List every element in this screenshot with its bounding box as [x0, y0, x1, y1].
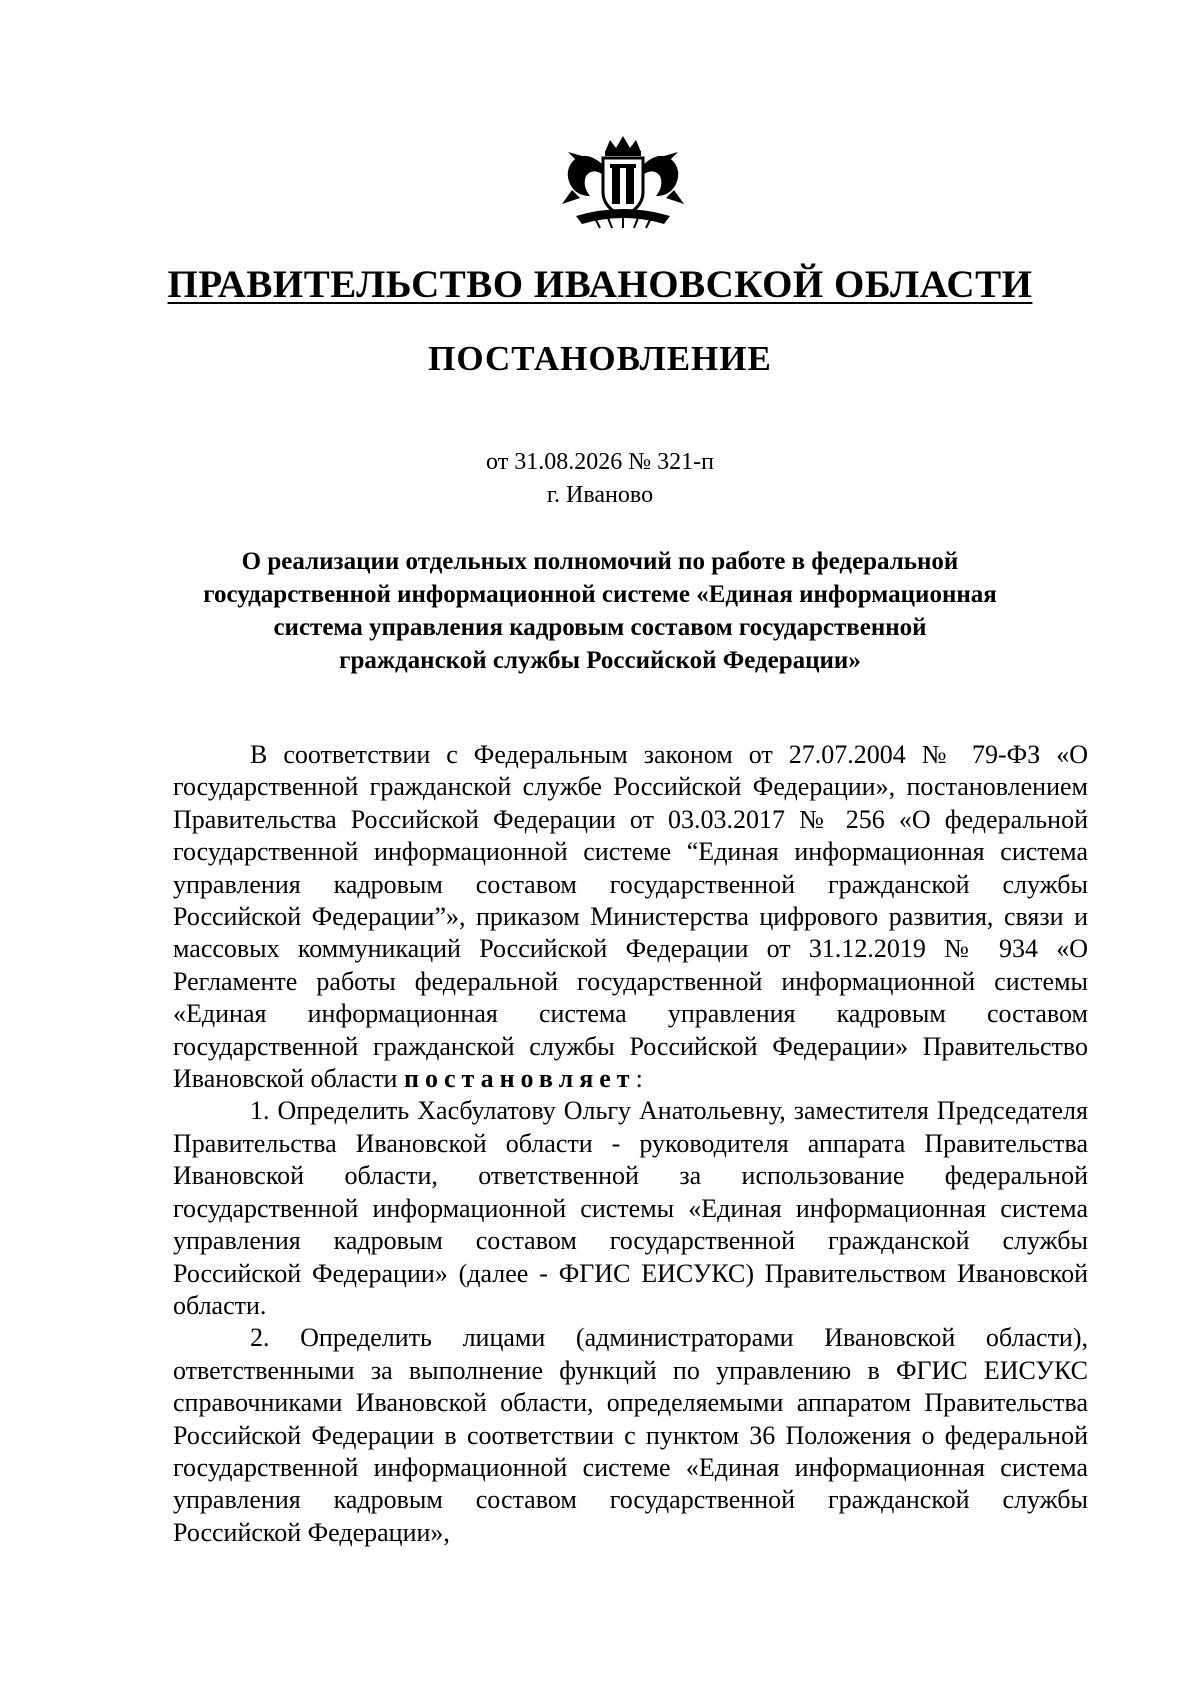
- subject-line: система управления кадровым составом государственной: [273, 614, 927, 641]
- city: г. Иваново: [546, 482, 654, 508]
- decree-colon: :: [635, 1064, 643, 1094]
- item-1-paragraph: 1. Определить Хасбулатову Ольгу Анатольевну, заместителя Председателя Правительства Ивановской области - руководителя аппарата Правительства Ивановской области, ответственной за использование федеральной государственной информационной системы «Единая информационная система управления кадровым составом государственной гражданской службы Российской Федерации» (далее - ФГИС ЕИСУКС) Правительством Ивановской области.: [173, 1096, 1088, 1320]
- organization-title: ПРАВИТЕЛЬСТВО ИВАНОВСКОЙ ОБЛАСТИ: [167, 263, 1033, 306]
- subject-line: государственной информационной системе «Единая информационная: [203, 581, 997, 608]
- subject-line: гражданской службы Российской Федерации»: [339, 647, 861, 674]
- document-body: [173, 739, 1088, 1549]
- document-meta: [0, 446, 1200, 512]
- coat-of-arms-emblem-icon: [556, 130, 690, 230]
- date-number: от 31.08.2026 № 321-п: [486, 449, 714, 475]
- document-subject: [150, 545, 1050, 677]
- item-2-paragraph: 2. Определить лицами (администраторами Ивановской области), ответственными за выполнение функций по управлению в ФГИС ЕИСУКС справочниками Ивановской области, определяемыми аппаратом Правительства Российской Федерации в соответствии с пунктом 36 Положения о федеральной государственной информационной системе «Единая информационная система управления кадровым составом государственной гражданской службы Российской Федерации»,: [173, 1323, 1088, 1547]
- decree-word: постановляет: [403, 1064, 636, 1094]
- preamble-paragraph: [173, 739, 1088, 1095]
- document-type-heading: ПОСТАНОВЛЕНИЕ: [428, 339, 772, 378]
- preamble-text: В соответствии с Федеральным законом от 27.07.2004 № 79-ФЗ «О государственной гражданской службе Российской Федерации», постановлением Правительства Российской Федерации от 03.03.2017 № 256 «О федеральной государственной информационной системе “Единая информационная система управления кадровым составом государственной гражданской службы Российской Федерации”», приказом Министерства цифрового развития, связи и массовых коммуникаций Российской Федерации от 31.12.2019 № 934 «О Регламенте работы федеральной государственной информационной системы «Единая информационная система управления кадровым составом государственной гражданской службы Российской Федерации» Правительство Ивановской области: [173, 740, 1088, 1094]
- subject-line: О реализации отдельных полномочий по работе в федеральной: [241, 548, 959, 575]
